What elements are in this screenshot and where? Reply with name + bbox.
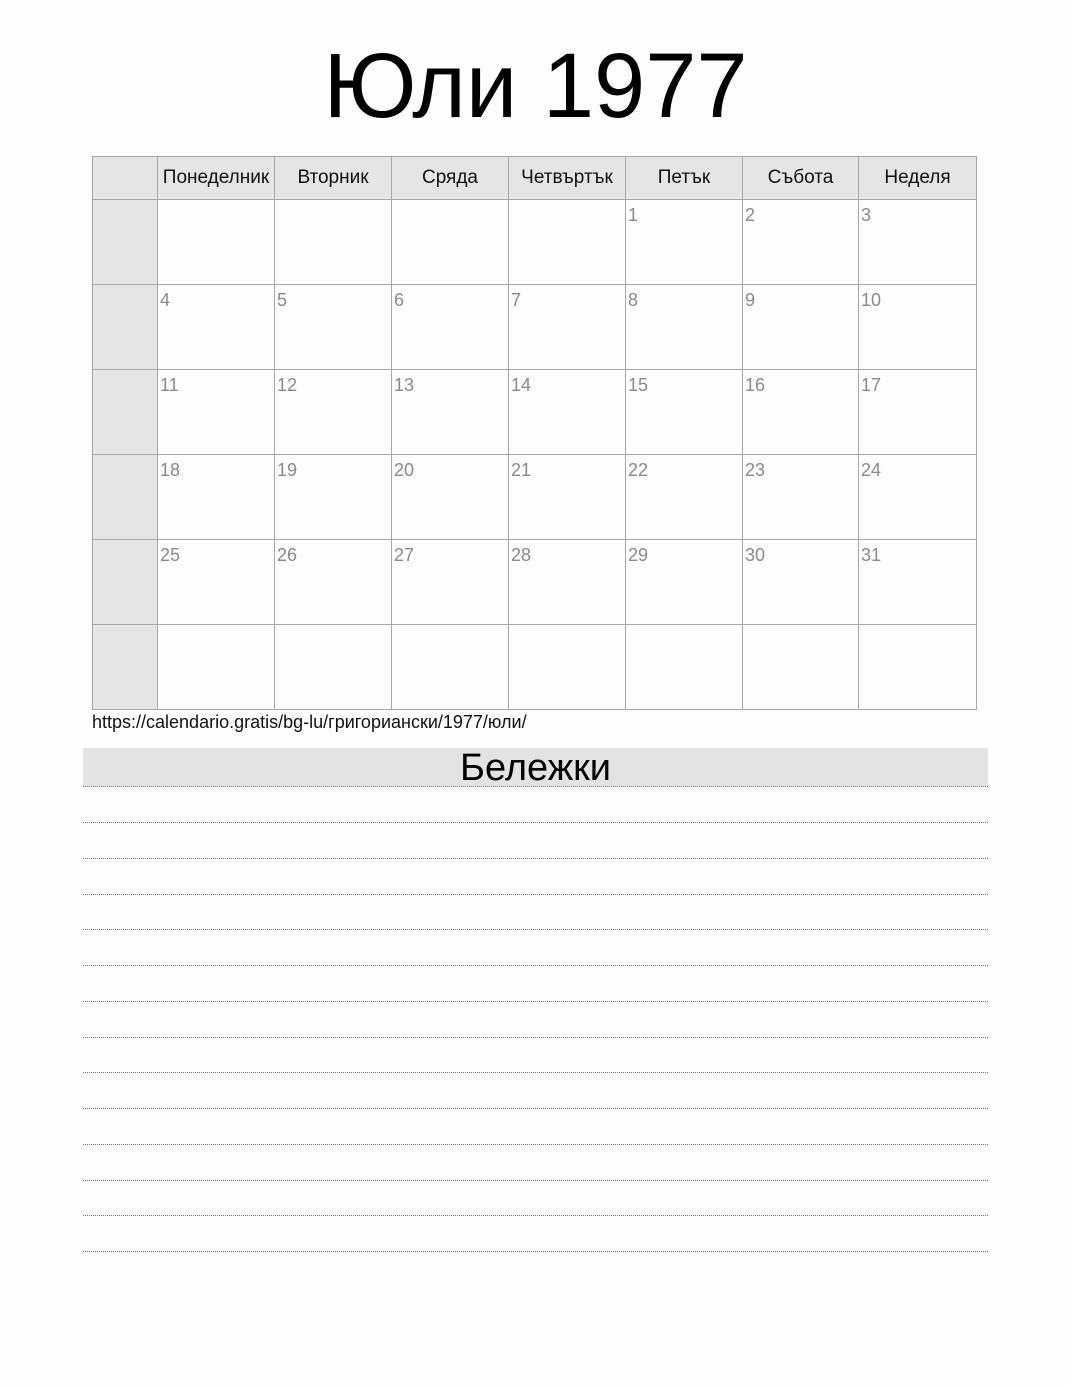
notes-rule-line	[83, 1144, 988, 1145]
day-cell[interactable]	[158, 455, 275, 540]
week-number-header	[93, 157, 158, 200]
day-number: 29	[628, 545, 649, 565]
day-number: 3	[861, 205, 872, 225]
day-cell[interactable]	[743, 540, 859, 625]
day-number: 28	[511, 545, 532, 565]
day-number: 11	[160, 375, 179, 395]
day-cell[interactable]	[509, 200, 626, 285]
day-cell[interactable]	[509, 370, 626, 455]
day-number: 15	[628, 375, 649, 395]
page-title: Юли 1977	[323, 35, 748, 137]
day-cell[interactable]	[743, 455, 859, 540]
notes-rule-line	[83, 858, 988, 859]
day-cell[interactable]	[859, 370, 977, 455]
day-cell[interactable]	[158, 625, 275, 710]
weekday-header: Вторник	[275, 157, 392, 200]
day-number: 31	[861, 545, 882, 565]
day-cell[interactable]	[158, 285, 275, 370]
day-cell[interactable]	[275, 285, 392, 370]
day-number: 18	[160, 460, 181, 480]
weekday-header: Понеделник	[158, 157, 275, 200]
day-number: 5	[277, 290, 288, 310]
day-cell[interactable]	[859, 455, 977, 540]
weekday-header: Петък	[626, 157, 743, 200]
day-number: 2	[745, 205, 756, 225]
notes-rule-line	[83, 965, 988, 966]
day-number	[509, 200, 625, 205]
day-number: 19	[277, 460, 298, 480]
day-cell[interactable]	[626, 370, 743, 455]
day-cell[interactable]	[626, 285, 743, 370]
day-number: 16	[745, 375, 766, 395]
week-number-cell	[93, 540, 158, 625]
week-number-cell	[93, 200, 158, 285]
day-cell[interactable]	[626, 540, 743, 625]
day-number: 10	[861, 290, 882, 310]
day-cell[interactable]	[392, 625, 509, 710]
day-cell[interactable]	[158, 370, 275, 455]
day-number: 6	[394, 290, 405, 310]
day-cell[interactable]	[859, 625, 977, 710]
week-number-cell	[93, 625, 158, 710]
day-number	[392, 200, 508, 205]
day-number: 20	[394, 460, 415, 480]
day-cell[interactable]	[743, 200, 859, 285]
day-cell[interactable]	[626, 455, 743, 540]
notes-rule-line	[83, 1001, 988, 1002]
week-row	[93, 625, 977, 710]
day-cell[interactable]	[275, 200, 392, 285]
notes-rule-line	[83, 1215, 988, 1216]
notes-rule-line	[83, 1037, 988, 1038]
notes-heading: Бележки	[83, 748, 988, 787]
day-number: 21	[511, 460, 532, 480]
day-cell[interactable]	[509, 540, 626, 625]
day-number: 23	[745, 460, 766, 480]
day-number: 14	[511, 375, 532, 395]
day-number: 30	[745, 545, 766, 565]
day-cell[interactable]	[743, 625, 859, 710]
day-cell[interactable]	[392, 200, 509, 285]
day-number	[158, 625, 274, 630]
day-number	[743, 625, 858, 630]
day-number: 27	[394, 545, 415, 565]
day-number: 17	[861, 375, 882, 395]
day-number: 7	[511, 290, 522, 310]
day-cell[interactable]	[509, 455, 626, 540]
source-url: https://calendario.gratis/bg-lu/григориански/1977/юли/	[92, 712, 527, 732]
day-number	[859, 625, 976, 630]
day-number: 22	[628, 460, 649, 480]
day-number: 24	[861, 460, 882, 480]
day-cell[interactable]	[158, 200, 275, 285]
notes-rule-line	[83, 1180, 988, 1181]
notes-rule-line	[83, 1108, 988, 1109]
weekday-header: Неделя	[859, 157, 977, 200]
notes-rule-line	[83, 822, 988, 823]
day-cell[interactable]	[392, 285, 509, 370]
week-row	[93, 455, 977, 540]
weekday-header-row	[93, 157, 977, 200]
day-cell[interactable]	[275, 370, 392, 455]
day-number: 8	[628, 290, 639, 310]
day-number: 12	[277, 375, 298, 395]
day-cell[interactable]	[859, 285, 977, 370]
weekday-header: Сряда	[392, 157, 509, 200]
weekday-header: Събота	[743, 157, 859, 200]
week-number-cell	[93, 285, 158, 370]
week-number-cell	[93, 455, 158, 540]
day-cell[interactable]	[509, 285, 626, 370]
day-number	[158, 200, 274, 205]
notes-rule-line	[83, 1072, 988, 1073]
day-cell[interactable]	[392, 540, 509, 625]
day-cell[interactable]	[626, 200, 743, 285]
day-cell[interactable]	[392, 370, 509, 455]
day-number: 26	[277, 545, 298, 565]
day-cell[interactable]	[859, 540, 977, 625]
day-cell[interactable]	[275, 540, 392, 625]
day-cell[interactable]	[158, 540, 275, 625]
day-cell[interactable]	[275, 625, 392, 710]
notes-rule-line	[83, 1251, 988, 1252]
day-cell[interactable]	[392, 455, 509, 540]
week-number-cell	[93, 370, 158, 455]
day-cell[interactable]	[626, 625, 743, 710]
day-number: 1	[628, 205, 639, 225]
notes-rule-line	[83, 929, 988, 930]
calendar-grid	[92, 156, 977, 710]
day-cell[interactable]	[509, 625, 626, 710]
day-number: 4	[160, 290, 171, 310]
notes-rule-line	[83, 894, 988, 895]
day-number	[509, 625, 625, 630]
day-number	[392, 625, 508, 630]
day-cell[interactable]	[743, 285, 859, 370]
day-number: 25	[160, 545, 181, 565]
day-number	[626, 625, 742, 630]
day-number: 13	[394, 375, 415, 395]
day-number	[275, 625, 391, 630]
day-cell[interactable]	[743, 370, 859, 455]
week-row	[93, 200, 977, 285]
week-row	[93, 540, 977, 625]
day-cell[interactable]	[859, 200, 977, 285]
week-row	[93, 370, 977, 455]
day-number	[275, 200, 391, 205]
week-row	[93, 285, 977, 370]
day-number: 9	[745, 290, 756, 310]
weekday-header: Четвъртък	[509, 157, 626, 200]
day-cell[interactable]	[275, 455, 392, 540]
